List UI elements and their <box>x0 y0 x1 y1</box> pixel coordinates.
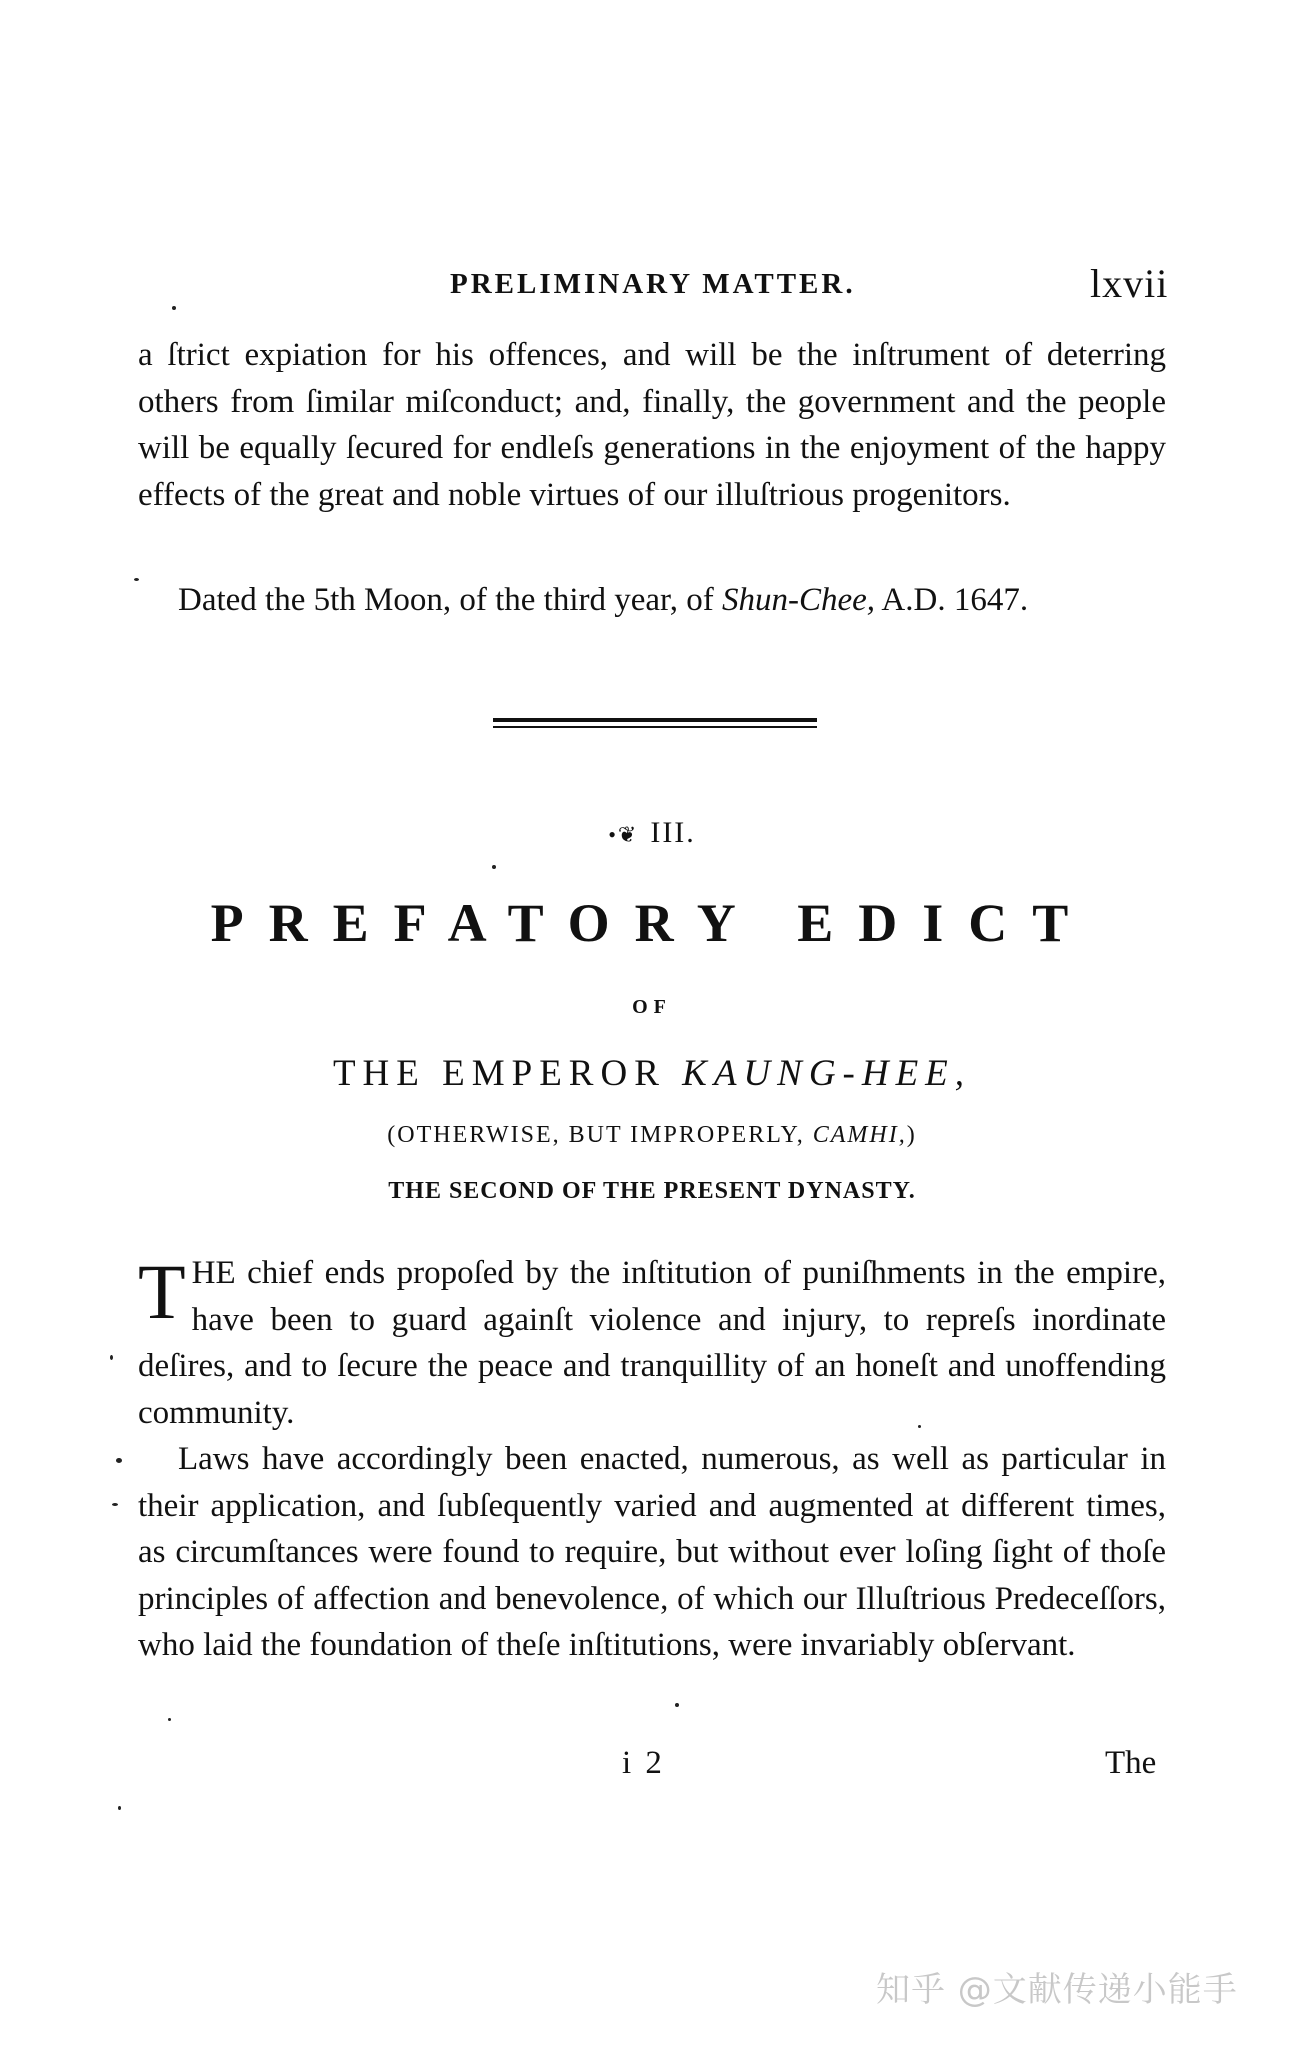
running-head: PRELIMINARY MATTER. <box>450 268 856 300</box>
drop-cap: T <box>138 1248 186 1335</box>
scan-speck <box>492 865 496 869</box>
edict-paragraph-1-text: HE chief ends propoſed by the inſtitution of puniſhments in the empire, have been to guard againſt violence and injury, to repreſs inordinate deſires, and to ſecure the peace and tranquillity of an honeſt and unoffending community. <box>138 1255 1166 1431</box>
otherwise-open: (OTHERWISE, BUT IMPROPERLY, <box>387 1122 813 1148</box>
page-number: lxvii <box>1090 261 1169 306</box>
edict-title: PREFATORY EDICT <box>210 893 1094 953</box>
section-numeral: III. <box>650 816 696 849</box>
otherwise-name: CAMHI, <box>812 1122 907 1148</box>
dated-line <box>178 582 1028 619</box>
watermark: 知乎 @文献传递小能手 <box>876 1970 1238 2010</box>
of-line: OF <box>632 996 672 1018</box>
scan-speck <box>116 1458 122 1463</box>
scan-speck <box>118 1806 121 1810</box>
emperor-line <box>0 1052 1304 1095</box>
continued-paragraph-text: a ſtrict expiation for his offences, and will be the inſtrument of deterring others from ſimilar miſconduct; and, finally, the government and the people will be equally ſecured for endleſs generations in the enjoyment of the happy effects of the great and noble virtues of our illuſtrious progenitors. <box>138 337 1166 513</box>
otherwise-line <box>0 1122 1304 1149</box>
dated-reign: Shun-Chee, <box>721 582 875 618</box>
dated-prefix: Dated the 5th Moon, of the third year, of <box>178 582 722 618</box>
emperor-prefix: THE EMPEROR <box>332 1053 683 1094</box>
scan-speck <box>918 1425 921 1428</box>
dated-suffix: A.D. 1647. <box>875 582 1029 618</box>
continued-paragraph <box>138 332 1166 518</box>
edict-paragraph-2: Laws have accordingly been enacted, numerous, as well as particular in their application, and ſubſequently varied and augmented at different times, as circumſtances were found to require, but without ever loſing ſight of thoſe principles of affection and benevolence, of which our Illuſtrious Predeceſſors, who laid the foundation of theſe inſtitutions, were invariably obſervant. <box>138 1441 1166 1663</box>
otherwise-close: ) <box>906 1122 917 1148</box>
scan-speck <box>168 1718 171 1721</box>
section-number <box>0 816 1304 850</box>
dynasty-line: THE SECOND OF THE PRESENT DYNASTY. <box>388 1178 916 1204</box>
section-divider <box>493 718 817 728</box>
edict-paragraph-1 <box>138 1250 1166 1436</box>
scan-speck <box>110 1355 113 1360</box>
signature-mark: i 2 <box>622 1745 665 1781</box>
fleuron-icon: •❦ <box>608 822 639 847</box>
scan-speck <box>172 306 176 310</box>
emperor-name: KAUNG-HEE, <box>682 1053 972 1094</box>
catchword: The <box>1105 1745 1157 1781</box>
scan-speck <box>675 1703 679 1707</box>
scan-speck <box>112 1503 118 1506</box>
edict-body <box>138 1250 1166 1669</box>
scan-speck <box>134 578 139 581</box>
